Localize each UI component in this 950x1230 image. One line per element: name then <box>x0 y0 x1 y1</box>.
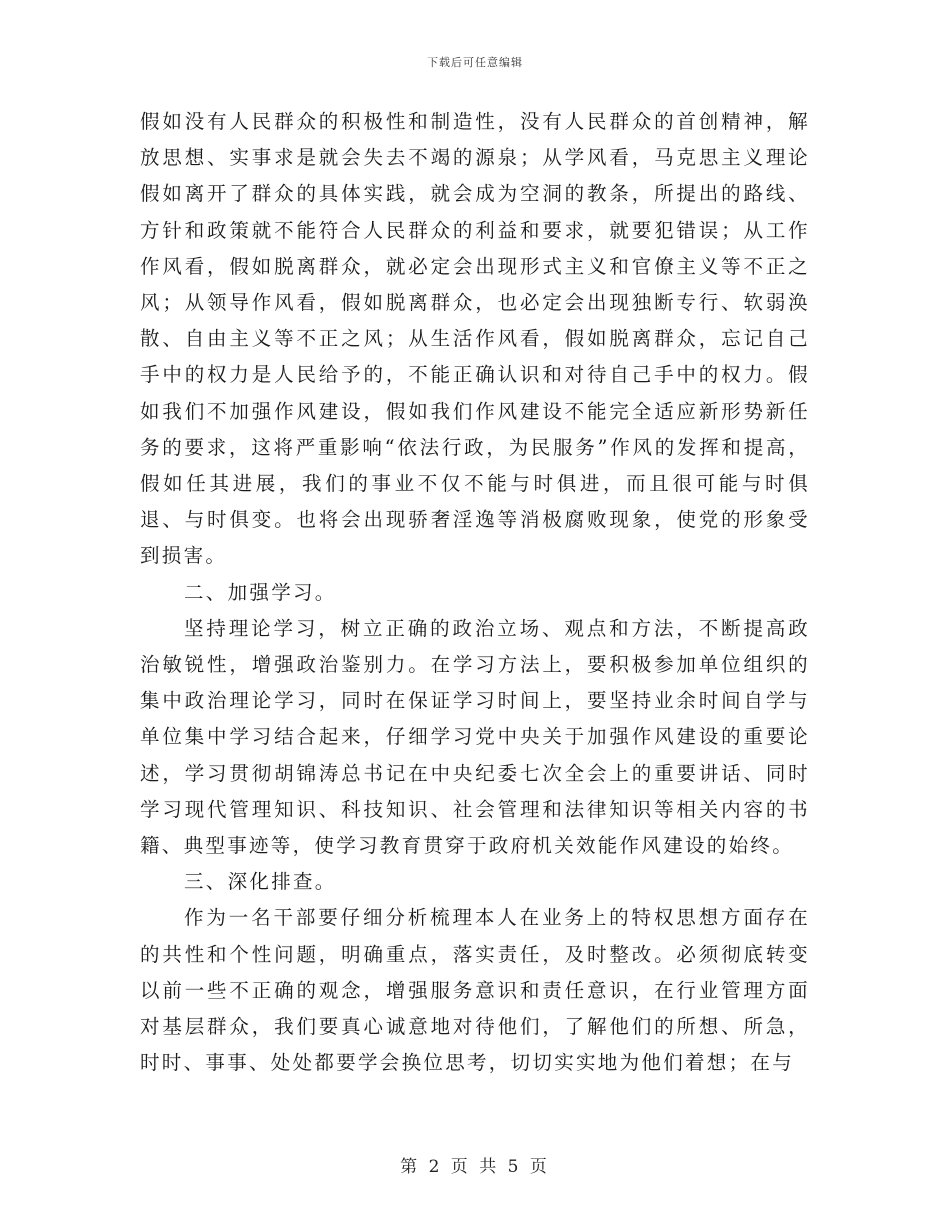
document-body <box>140 104 810 1081</box>
paragraph-study: 坚持理论学习，树立正确的政治立场、观点和方法，不断提高政治敏锐性，增强政治鉴别力。在学习方法上，要积极参加单位组织的集中政治理论学习，同时在保证学习时间上，要坚持业余时间自学与单位集中学习结合起来，仔细学习党中央关于加强作风建设的重要论述，学习贯彻胡锦涛总书记在中央纪委七次全会上的重要讲话、同时学习现代管理知识、科技知识、社会管理和法律知识等相关内容的书籍、典型事迹等，使学习教育贯穿于政府机关效能作风建设的始终。 <box>140 616 810 858</box>
paragraph-continued: 假如没有人民群众的积极性和制造性，没有人民群众的首创精神，解放思想、实事求是就会失去不竭的源泉；从学风看，马克思主义理论假如离开了群众的具体实践，就会成为空洞的教条，所提出的路线、方针和政策就不能符合人民群众的利益和要求，就要犯错误；从工作作风看，假如脱离群众，就必定会出现形式主义和官僚主义等不正之风；从领导作风看，假如脱离群众，也必定会出现独断专行、软弱涣散、自由主义等不正之风；从生活作风看，假如脱离群众，忘记自己手中的权力是人民给予的，不能正确认识和对待自己手中的权力。假如我们不加强作风建设，假如我们作风建设不能完全适应新形势新任务的要求，这将严重影响“依法行政，为民服务”作风的发挥和提高，假如任其进展，我们的事业不仅不能与时俱进，而且很可能与时俱退、与时俱变。也将会出现骄奢淫逸等消极腐败现象，使党的形象受到损害。 <box>140 110 810 568</box>
page-number-footer: 第 2 页 共 5 页 <box>400 1157 550 1177</box>
page-header: 下载后可任意编辑 <box>427 56 523 69</box>
paragraph-investigation: 作为一名干部要仔细分析梳理本人在业务上的特权思想方面存在的共性和个性问题，明确重点，落实责任，及时整改。必须彻底转变以前一些不正确的观念，增强服务意识和责任意识，在行业管理方面对基层群众，我们要真心诚意地对待他们，了解他们的所想、所急，时时、事事、处处都要学会换位思考，切切实实地为他们着想；在与 <box>140 906 810 1075</box>
section-heading-2: 二、加强学习。 <box>184 580 337 604</box>
section-heading-3: 三、深化排查。 <box>184 870 337 894</box>
